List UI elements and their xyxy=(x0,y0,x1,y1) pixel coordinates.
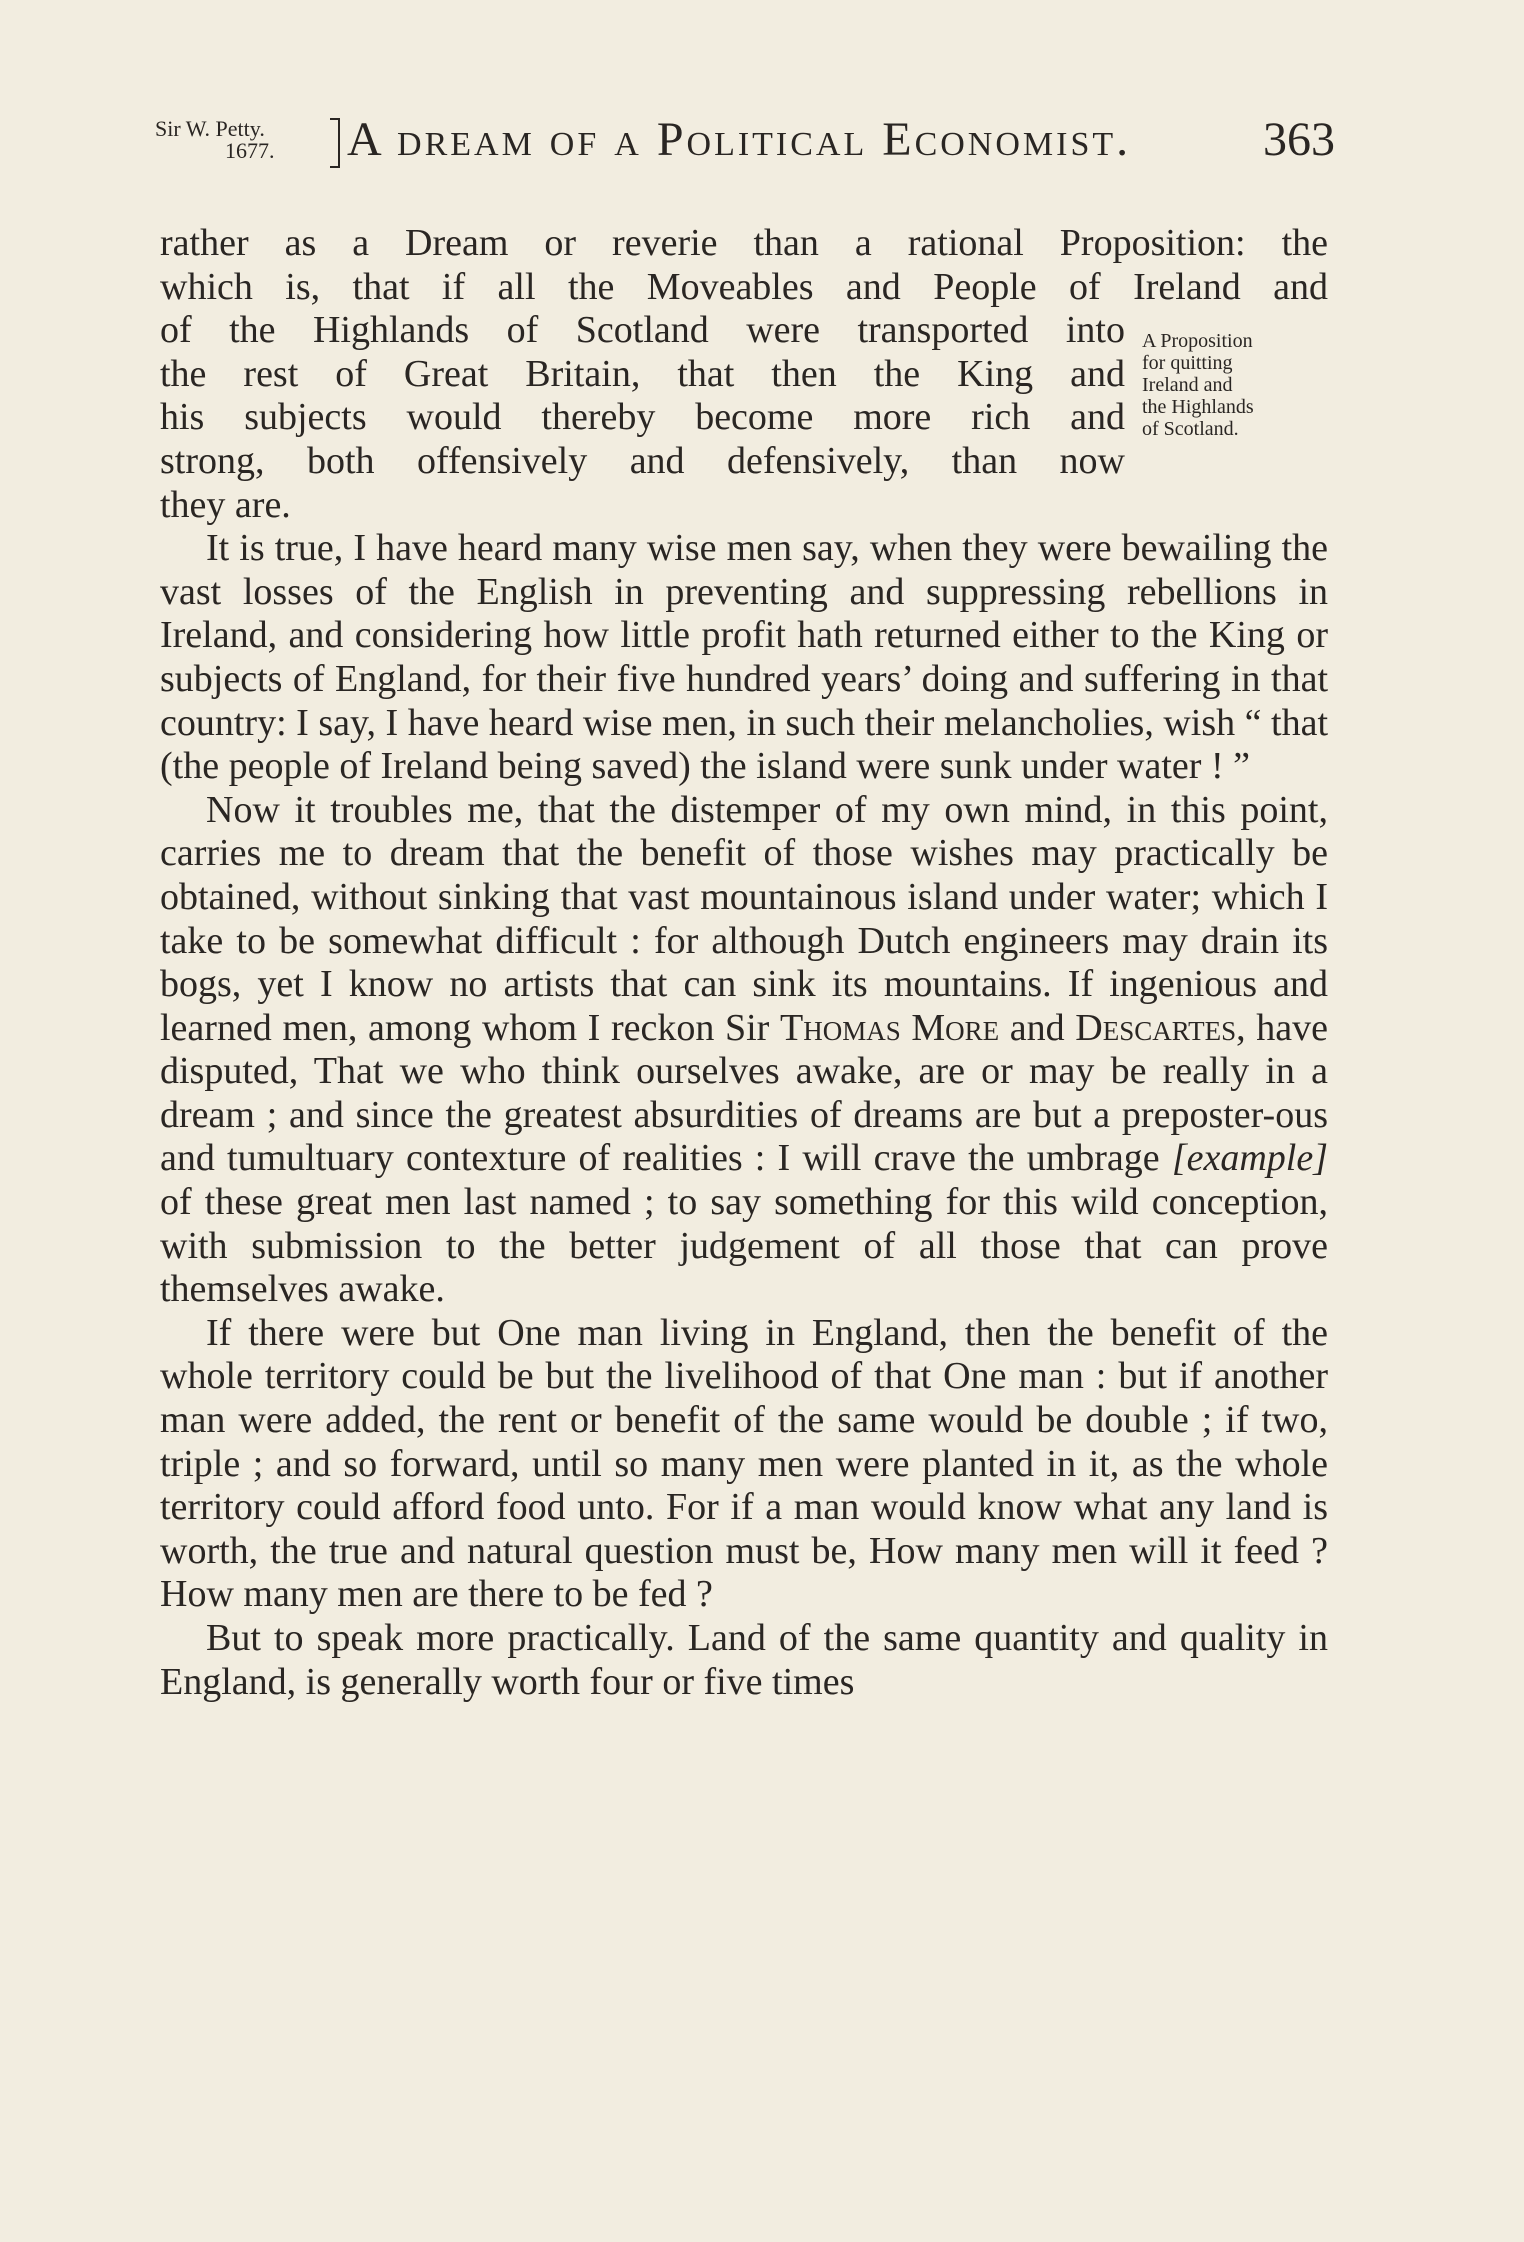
paragraph-3 xyxy=(160,789,1328,1312)
author-name: Sir W. Petty. xyxy=(155,116,265,141)
paragraph-5: But to speak more practically. Land of the same quantity and quality in England, is generally worth four or five times xyxy=(160,1617,1328,1703)
text-line: his subjects would thereby become more rich and xyxy=(160,396,1125,439)
margin-note-line: for quitting xyxy=(1142,352,1233,374)
text-line: they are. xyxy=(160,483,291,526)
margin-note-line: Ireland and xyxy=(1142,374,1233,396)
margin-note-line: of Scotland. xyxy=(1142,418,1239,440)
italic-example: [example] xyxy=(1171,1137,1328,1180)
paragraph-1 xyxy=(160,222,1328,527)
margin-note-line: the Highlands xyxy=(1142,396,1254,418)
running-title: A dream of a Political Economist. xyxy=(347,113,1132,166)
text-line: which is, that if all the Moveables and People of Ireland and xyxy=(160,265,1328,308)
margin-note-line: A Proposition xyxy=(1142,330,1253,352)
body-text xyxy=(160,222,1328,1704)
paragraph-3-text: of these great men last named ; to say something for this wild conception, with submission to the better judgement of all those that can prove themselves awake. xyxy=(160,1181,1328,1311)
page-number: 363 xyxy=(1263,113,1335,166)
text-line: strong, both offensively and defensively, than now xyxy=(160,439,1125,482)
name-thomas-more: Thomas More xyxy=(779,1006,1000,1049)
bracket-divider xyxy=(330,118,340,168)
paragraph-3-text: Now it troubles me, that the distemper of my own mind, in this point, carries me to dream that the benefit of those wishes may practically be obtained, without sinking that vast mountainous island under water; which I take to be somewhat difficult : for although Dutch engineers may drain its bogs, yet I know no artists that can sink its mountains. If ingenious and learned men, among whom I reckon Sir xyxy=(160,788,1328,1049)
paragraph-3-text: and xyxy=(999,1006,1076,1049)
date: 1677. xyxy=(225,138,275,163)
paragraph-2: It is true, I have heard many wise men say, when they were bewailing the vast losses of the English in preventing and suppressing rebellions in Ireland, and considering how little profit hath returned either to the King or subjects of England, for their five hundred years’ doing and suffering in that country: I say, I have heard wise men, in such their melancholies, wish “ that (the people of Ireland being saved) the island were sunk under water ! ” xyxy=(160,527,1328,788)
paragraph-4: If there were but One man living in England, then the benefit of the whole territory could be but the livelihood of that One man : but if another man were added, the rent or benefit of the same would be double ; if two, triple ; and so forward, until so many men were planted in it, as the whole territory could afford food unto. For if a man would know what any land is worth, the true and natural question must be, How many men will it feed ? How many men are there to be fed ? xyxy=(160,1311,1328,1616)
running-head xyxy=(155,112,1335,192)
text-line: rather as a Dream or reverie than a rational Proposition: the xyxy=(160,222,1328,264)
text-line: of the Highlands of Scotland were transported into xyxy=(160,309,1125,352)
author-date-signature xyxy=(155,118,355,178)
paragraph-3-text: , have disputed, That we who think ourselves awake, are or may be really in a dream ; and since the greatest absurdities of dreams are but a preposter-ous and tumultuary contexture of realities : I will crave the umbrage xyxy=(160,1006,1329,1180)
name-descartes: Descartes xyxy=(1075,1006,1237,1049)
text-line: the rest of Great Britain, that then the King and xyxy=(160,352,1125,395)
